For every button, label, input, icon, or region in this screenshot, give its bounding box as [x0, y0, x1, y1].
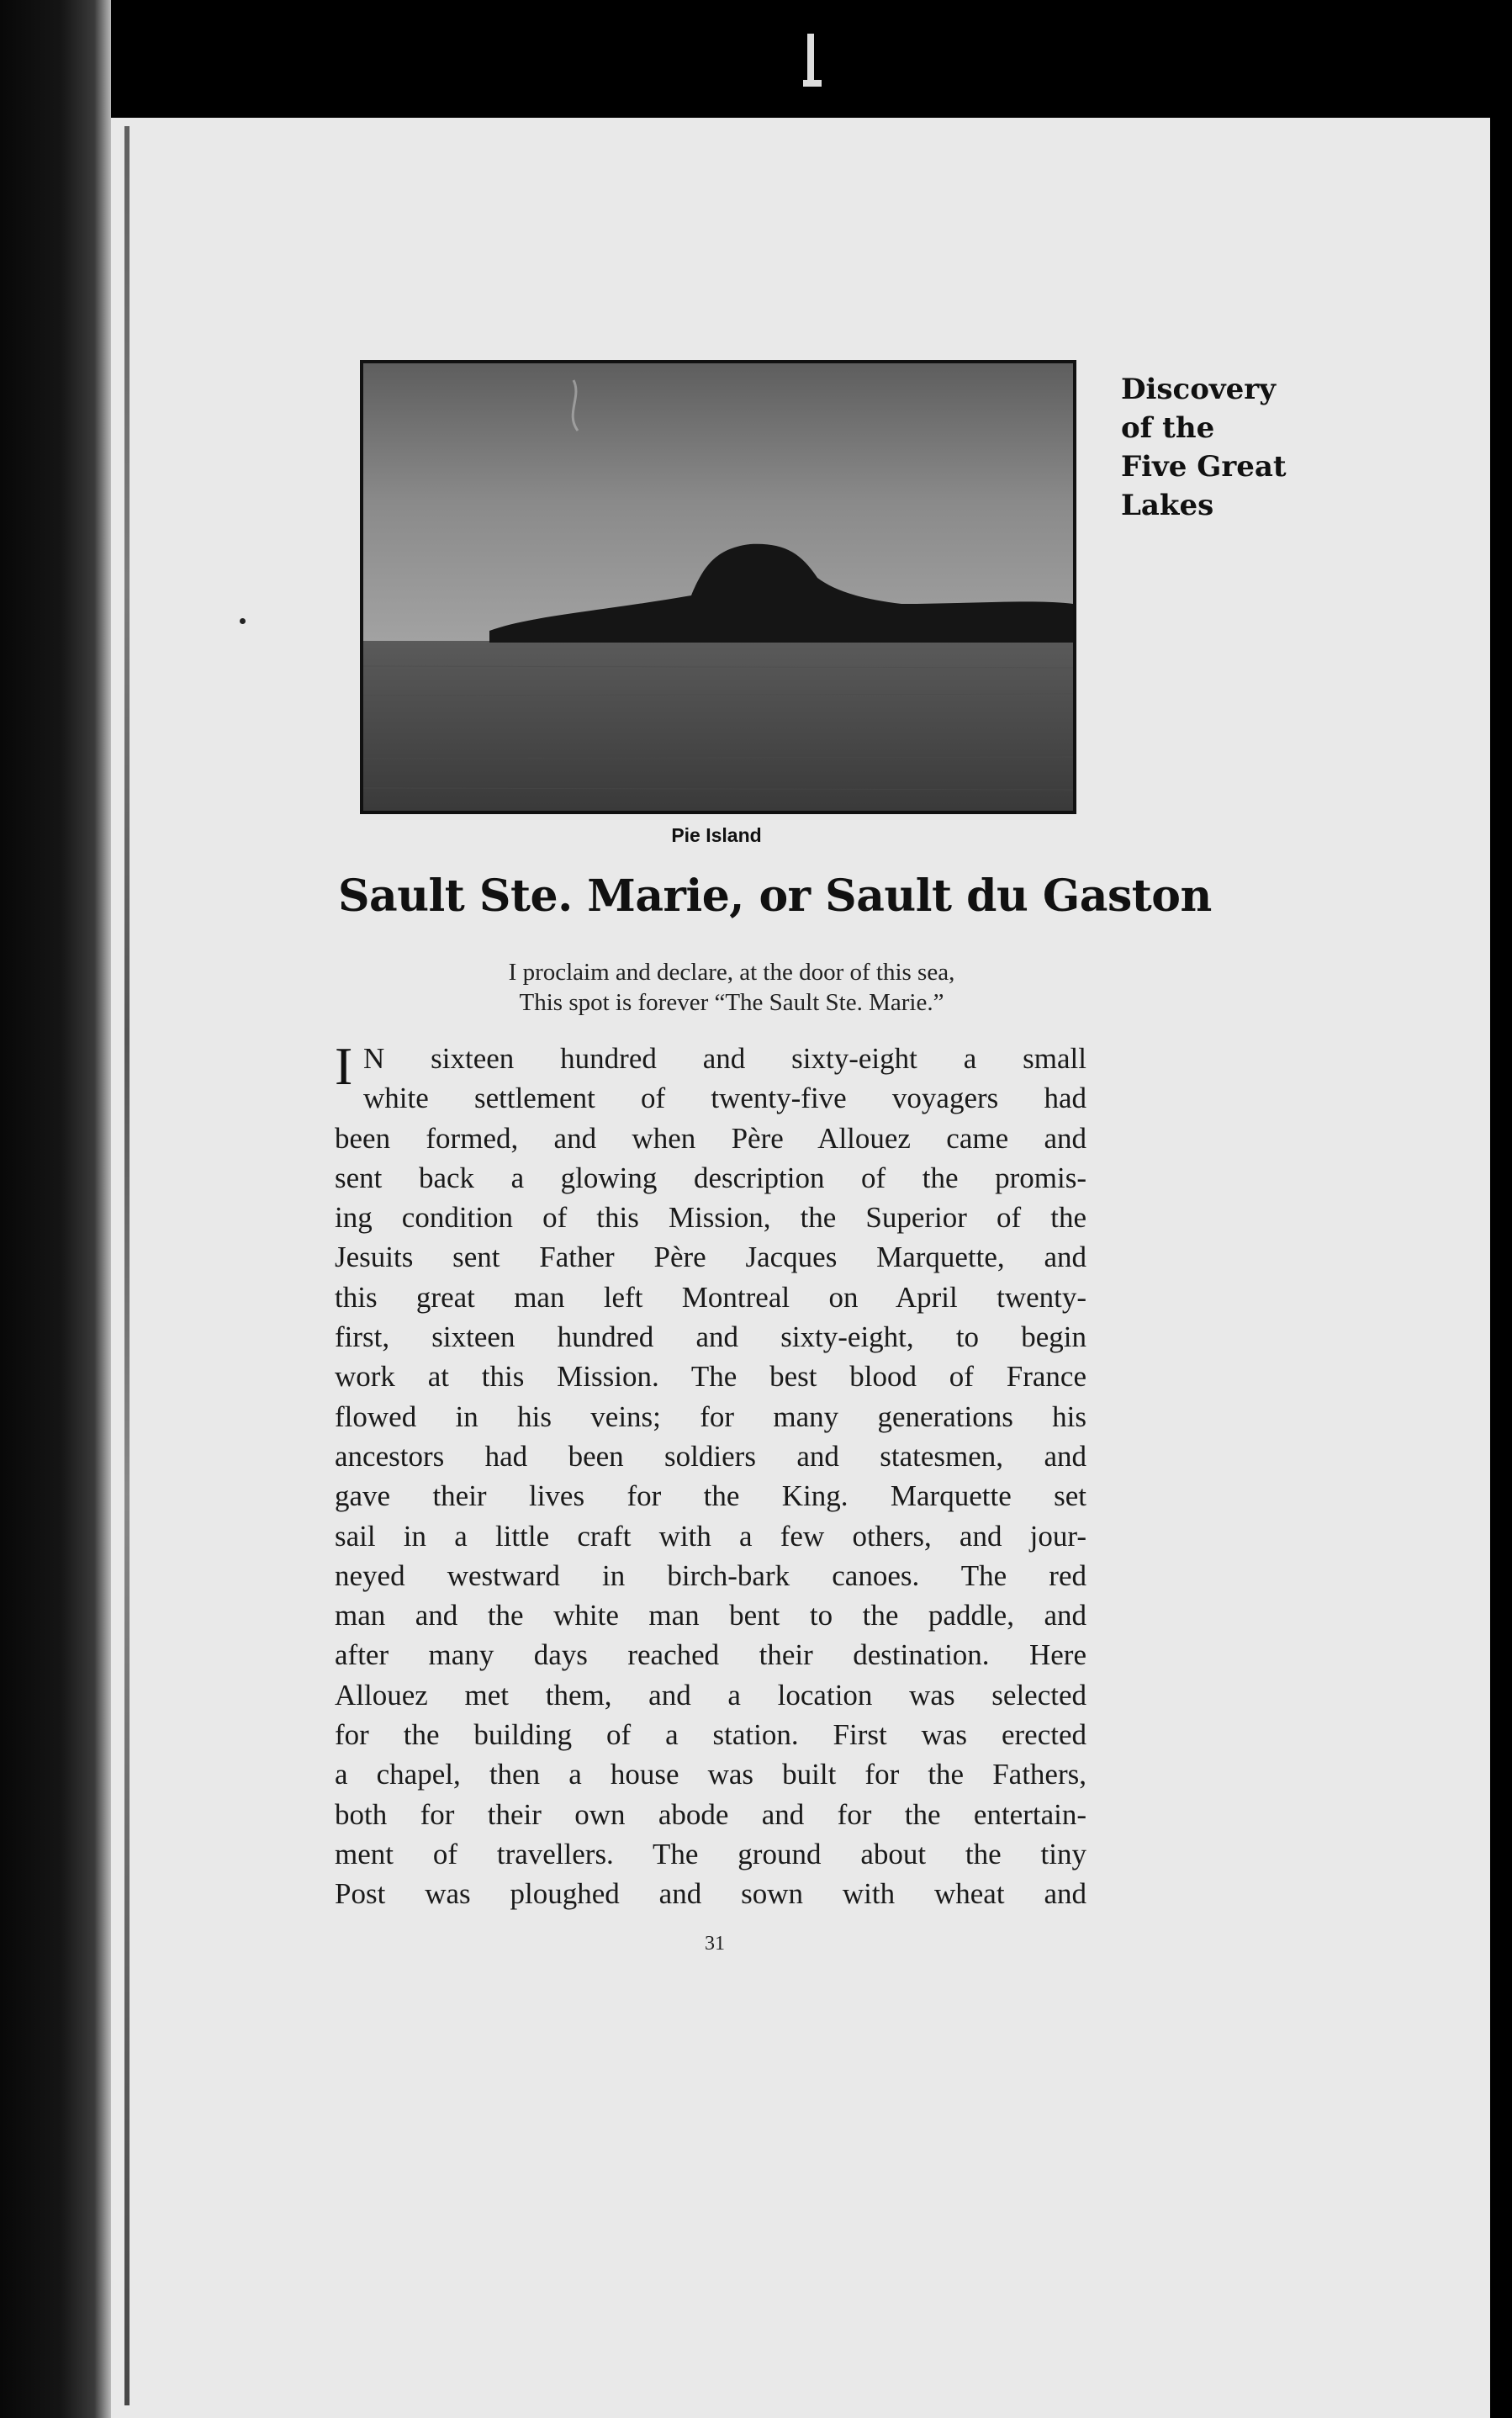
scan-mark: [807, 34, 814, 84]
ink-speck: [240, 618, 246, 624]
body-line: for the building of a station. First was erected: [335, 1718, 1086, 1752]
body-line: gave their lives for the King. Marquette set: [335, 1479, 1086, 1513]
body-line: white settlement of twenty-five voyagers had: [363, 1082, 1086, 1115]
body-line: first, sixteen hundred and sixty-eight, to begin: [335, 1320, 1086, 1354]
running-title: [1121, 370, 1323, 525]
running-title-line: Five Great: [1121, 450, 1287, 484]
body-line: ancestors had been soldiers and statesmen, and: [335, 1439, 1086, 1473]
body-line: sail in a little craft with a few others, and jour-: [335, 1519, 1086, 1553]
body-line: been formed, and when Père Allouez came and: [335, 1121, 1086, 1155]
body-line: ing condition of this Mission, the Superior of the: [335, 1201, 1086, 1235]
pie-island-photo: [360, 360, 1076, 814]
running-title-line: Discovery: [1121, 373, 1276, 406]
body-line: work at this Mission. The best blood of France: [335, 1360, 1086, 1394]
body-line: man and the white man bent to the paddle, and: [335, 1599, 1086, 1632]
scan-mark: [803, 80, 822, 87]
body-line: Allouez met them, and a location was selected: [335, 1678, 1086, 1712]
gutter-line: [124, 126, 130, 2405]
body-line: Jesuits sent Father Père Jacques Marquette, and: [335, 1241, 1086, 1274]
epigraph-line: I proclaim and declare, at the door of this sea,: [508, 959, 955, 986]
body-line: Post was ploughed and sown with wheat and: [335, 1877, 1086, 1911]
running-title-line: Lakes: [1121, 489, 1214, 522]
body-line: a chapel, then a house was built for the Fathers,: [335, 1758, 1086, 1791]
body-line: after many days reached their destination. Here: [335, 1638, 1086, 1672]
page-number: 31: [705, 1933, 725, 1955]
body-line: ment of travellers. The ground about the tiny: [335, 1837, 1086, 1870]
photo-caption: Pie Island: [671, 824, 762, 846]
body-line: both for their own abode and for the entertain-: [335, 1797, 1086, 1831]
body-paragraph: [335, 1036, 1086, 1914]
body-line: sent back a glowing description of the promis-: [335, 1161, 1086, 1194]
drop-cap: I: [335, 1036, 353, 1096]
body-line: N sixteen hundred and sixty-eight a small: [363, 1042, 1086, 1075]
chapter-heading: Sault Ste. Marie, or Sault du Gaston: [338, 870, 1212, 922]
epigraph-line: This spot is forever “The Sault Ste. Marie.”: [519, 989, 944, 1016]
body-line: flowed in his veins; for many generations his: [335, 1399, 1086, 1433]
body-line: this great man left Montreal on April twenty-: [335, 1280, 1086, 1314]
body-line: neyed westward in birch-bark canoes. The red: [335, 1558, 1086, 1592]
epigraph: [370, 957, 1093, 1018]
binding-shadow: [0, 0, 111, 2418]
running-title-line: of the: [1121, 411, 1215, 445]
